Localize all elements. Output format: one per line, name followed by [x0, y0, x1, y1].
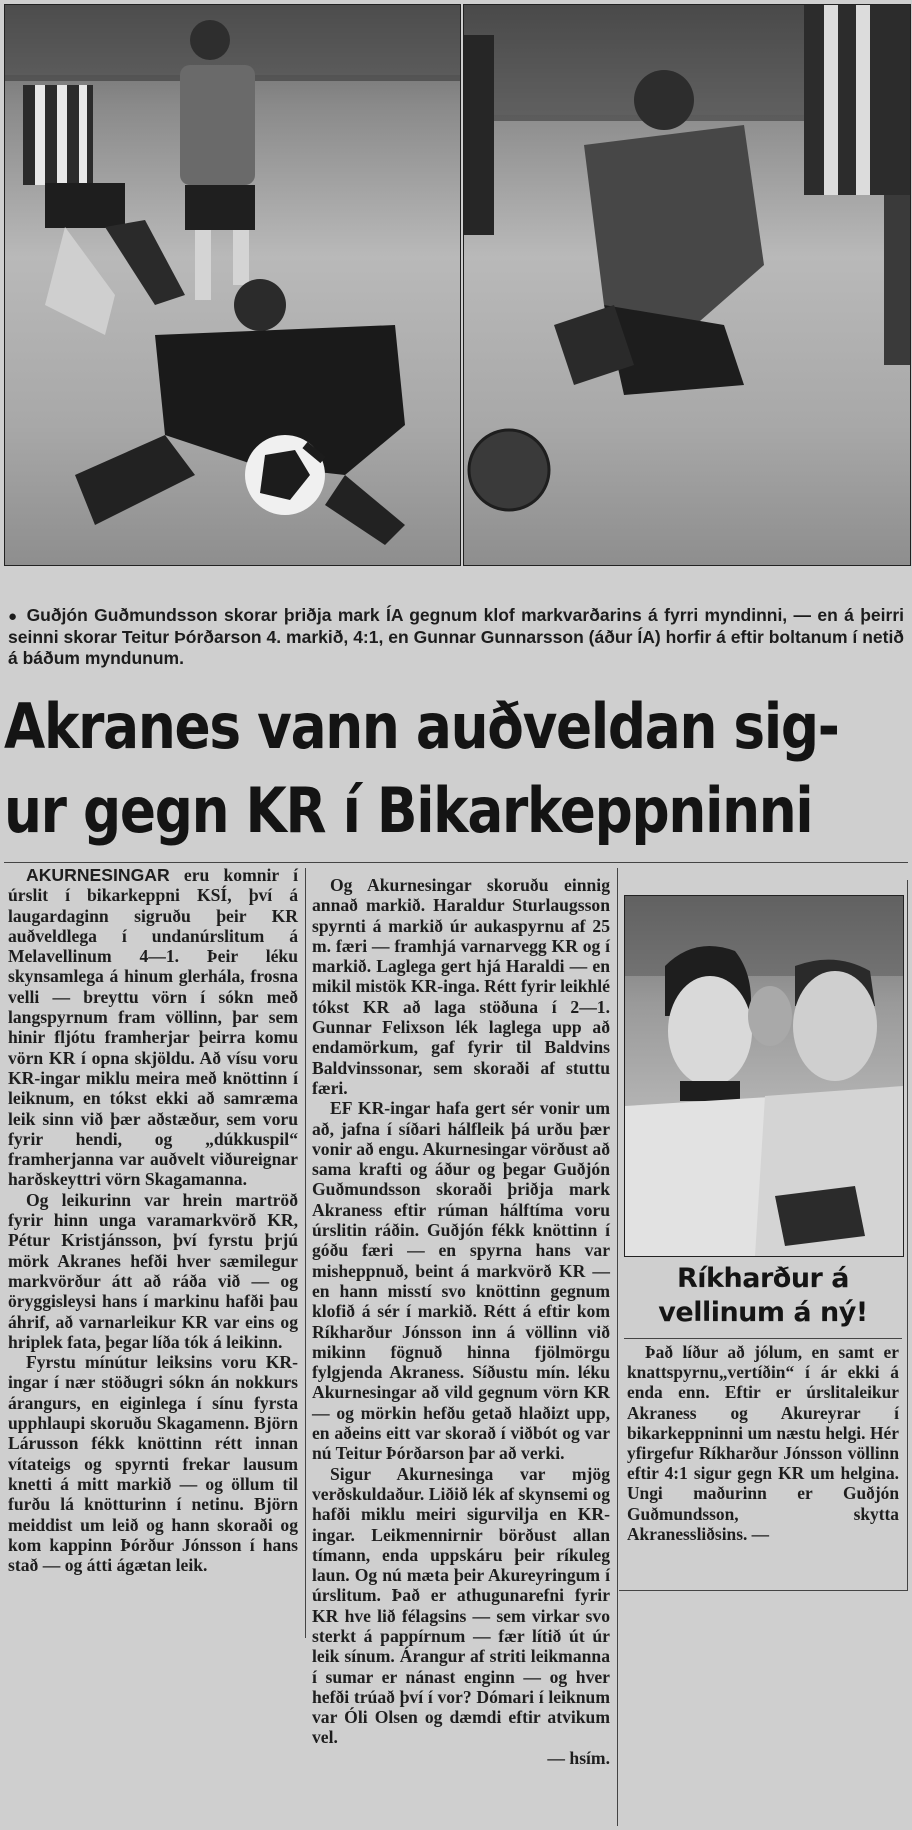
sidebar-title: Ríkharður á vellinum á ný! [658, 1263, 868, 1328]
headline-line-2: ur gegn KR í Bikarkeppninni [4, 774, 813, 847]
photo-left-illustration [5, 5, 460, 565]
column-divider-1 [305, 868, 306, 1638]
article-column-2 [312, 875, 610, 1768]
article-lead-word: AKURNESINGAR [26, 865, 170, 885]
portrait-illustration [625, 896, 903, 1256]
article-paragraph-text: eru komnir í úrslit í bikarkeppni KSÍ, því á laugardaginn sigruðu þeir KR auðveldlega í undanúrslitum á Melavellinum 4—1. Þeir léku skynsamlega á hinum glerhála, frosna velli — breyttu vörn í sókn með langspyrnum fram völlinn, þar sem hinir fljótu framherjar þeirra komu vörn KR í opna skjöldu. Að vísu voru KR-ingar miklu meira með knöttinn í leiknum, en tókst ekki að samræma leik sinn við þær aðstæður, sem voru fyrir hendi, og „dúkkuspil“ framherjanna var auðvelt viðureignar harðskeyttri vörn Skagamanna. [8, 865, 298, 1190]
article-paragraph: Og Akurnesingar skoruðu einnig annað markið. Haraldur Sturlaugsson spyrnti á markið úr aukaspyrnu af 25 m. færi — framhjá varnarvegg KR og í markið. Laglega gert hjá Haraldi — en mikil mistök KR-inga. Rétt fyrir leikhlé tókst KR að laga stöðuna í 2—1. Gunnar Felixson lék laglega upp að endamörkum, gaf fyrir til Baldvins Baldvinssonar, sem skoraði af stuttu færi. [312, 875, 610, 1098]
article-signature: — hsím. [547, 1747, 610, 1768]
article-paragraph: Sigur Akurnesinga var mjög verðskuldaður. Liðið lék af skynsemi og hafði miklu meiri sigurvilja en KR-ingar. Leikmennirnir börðust allan tímann, enda uppskáru þeir ríkuleg laun. Og nú mæta þeir Akureyringum í úrslitum. Það er athugunarefni fyrir KR hve lið félagsins — sem virkar svo sterkt á pappírnum — fær lítið út úr leik sínum. Árangur af striti leikmanna í sumar er nánast enginn — og hver hefði trúað því í vor? Dómari í leiknum var Óli Olsen og dæmdi eftir atvikum vel. [312, 1463, 610, 1748]
column-divider-2 [617, 868, 618, 1826]
article-paragraph [8, 865, 298, 1190]
sidebar-bottom-rule [619, 1590, 908, 1591]
photo-goal-through-legs [4, 4, 461, 566]
headline-rule [4, 862, 908, 863]
sidebar-text [627, 1342, 899, 1544]
article-headline [4, 685, 839, 853]
article-paragraph: Fyrstu mínútur leiksins voru KR-ingar í nær stöðugri sókn án nokkurs árangurs, en eiginlega í sínu fyrsta upphlaupi skoruðu Skagamenn. Björn Lárusson fékk knöttinn rétt innan vítateigs og spyrnti frekar lausum knetti á mitt markið — og öllum til furðu lá knötturinn í netinu. Björn meiddist um leið og hann skoraði og kom kappinn Þórður Jónsson í hans stað — og átti ágætan leik. [8, 1352, 298, 1576]
article-paragraph: Og leikurinn var hrein martröð fyrir hinn unga varamarkvörð KR, Pétur Kristjánsson, því fyrstu þrjú mörk Akranes hefði hver sæmilegur markvörður átt að ráða við — og öryggisleysi hans í markinu hafði þau áhrif, að varnarleikur KR var eins og hriplek fata, þegar líða tók á leikinn. [8, 1189, 298, 1352]
photo-rikhardur-portrait [624, 895, 904, 1257]
sidebar-title-rule [624, 1338, 902, 1339]
sidebar-right-rule [907, 880, 908, 1591]
photo-fourth-goal [463, 4, 911, 566]
sidebar-paragraph: Það líður að jólum, en samt er knattspyrnu„vertíðin“ í ár ekki á enda enn. Eftir er úrslitaleikur Akraness og Akureyrar í bikarkeppninni um næstu helgi. Hér yfirgefur Ríkharður Jónsson völlinn eftir 4:1 sigur gegn KR um helgina. Ungi maðurinn er Guðjón Guðmundsson, skytta Akranessliðsins. — [627, 1342, 899, 1544]
photo-right-illustration [464, 5, 910, 565]
article-paragraph: EF KR-ingar hafa gert sér vonir um að, jafna í síðari hálfleik þá urðu þær vonir að engu. Akurnesingar vörðust að sama krafti og áður og þegar Guðjón Guðmundsson skoraði þriðja mark Akraness eftir rúman hálftíma voru úrslitin ráðin. Guðjón fékk knöttinn í góðu færi — en spyrna hans var misheppnuð, beint á markvörð KR — en hann misstí svo knöttinn gegnum klofið á sér í markið. Rétt á eftir kom Ríkharður Jónsson inn á völlinn við mikinn fögnuð hinna fjölmörgu fylgjenda Akraness. Síðustu mín. léku Akurnesingar að vild gegnum vörn KR — og mörkin hefðu getað hlaðizt upp, en aðeins eitt var skorað í viðbót og var nú Teitur Þórðarson þar að verki. [312, 1098, 610, 1464]
headline-line-1: Akranes vann auðveldan sig- [4, 690, 839, 763]
caption-bullet-icon: ● [8, 608, 19, 625]
caption-text: Guðjón Guðmundsson skorar þriðja mark ÍA gegnum klof markvarðarins á fyrri myndinni, — en á þeirri seinni skorar Teitur Þórðarson 4. markið, 4:1, en Gunnar Gunnarsson (áður ÍA) horfir á eftir boltanum í netið á báðum myndunum. [8, 605, 905, 668]
article-column-1 [8, 865, 298, 1575]
photo-caption [8, 605, 904, 669]
